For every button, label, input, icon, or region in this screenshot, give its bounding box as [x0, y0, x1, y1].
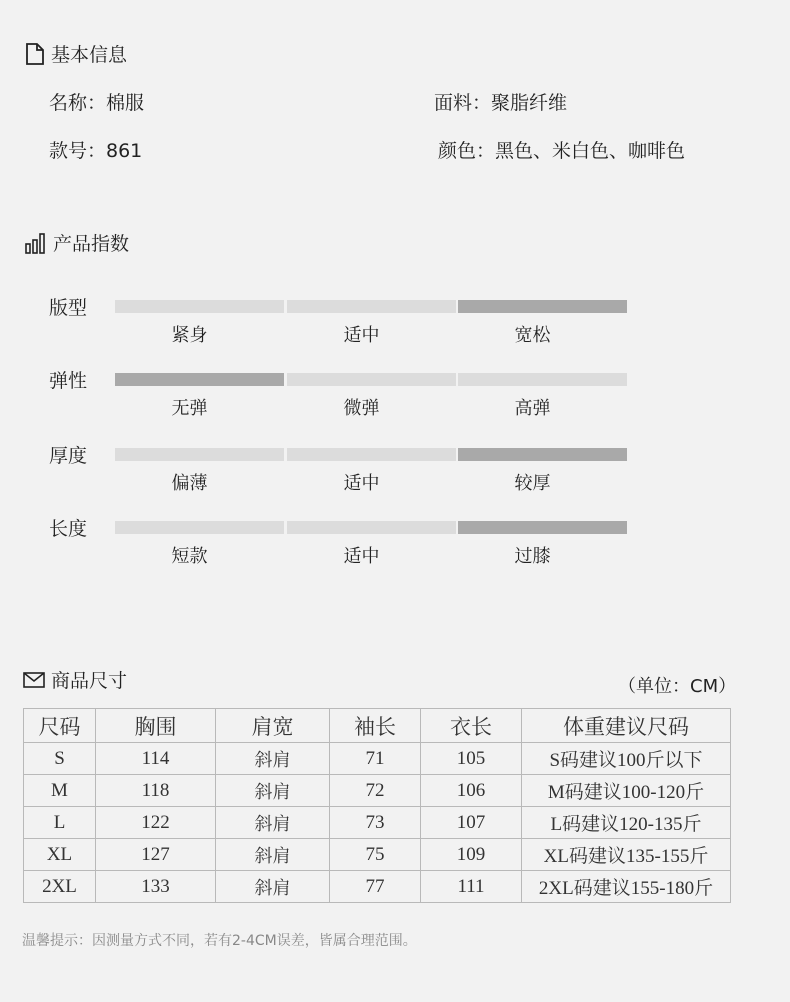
size-table-header — [24, 709, 731, 743]
cell-length: 109 — [421, 839, 522, 871]
metric-bar — [458, 373, 627, 386]
metric-bar — [115, 521, 284, 534]
product-material: 面料：聚脂纤维 — [434, 92, 568, 114]
cell-weight-advice: S码建议100斤以下 — [522, 743, 731, 775]
cell-chest: 118 — [96, 775, 216, 807]
cell-weight-advice: XL码建议135-155斤 — [522, 839, 731, 871]
cell-length: 111 — [421, 871, 522, 903]
cell-size: L — [24, 807, 96, 839]
product-model: 款号：861 — [49, 140, 143, 162]
metric-option-label: 过膝 — [514, 546, 551, 567]
cell-length: 107 — [421, 807, 522, 839]
product-index-heading — [25, 229, 129, 256]
cell-size: XL — [24, 839, 96, 871]
metric-bar — [287, 448, 456, 461]
metric-option-label: 适中 — [343, 325, 380, 346]
table-row — [24, 871, 731, 903]
metric-bar-selected — [458, 448, 627, 461]
metric-bar — [287, 300, 456, 313]
cell-length: 106 — [421, 775, 522, 807]
metric-option-label: 适中 — [343, 546, 380, 567]
product-index-title: 产品指数 — [53, 233, 130, 255]
cell-size: 2XL — [24, 871, 96, 903]
metric-label: 版型 — [49, 297, 88, 319]
measurement-tip: 温馨提示：因测量方式不同，若有2-4CM误差，皆属合理范围。 — [22, 933, 417, 949]
metric-option-label: 紧身 — [171, 325, 208, 346]
size-unit: （单位：CM） — [618, 676, 737, 697]
cell-sleeve: 73 — [330, 807, 421, 839]
table-row — [24, 807, 731, 839]
cell-sleeve: 77 — [330, 871, 421, 903]
size-heading — [23, 666, 127, 693]
bar-chart-icon — [25, 232, 47, 254]
cell-chest: 133 — [96, 871, 216, 903]
product-colors: 颜色：黑色、米白色、咖啡色 — [438, 140, 686, 162]
metric-bar-selected — [458, 300, 627, 313]
cell-shoulder: 斜肩 — [216, 871, 330, 903]
table-row — [24, 839, 731, 871]
header-weight-advice: 体重建议尺码 — [522, 709, 731, 743]
metric-option-label: 适中 — [343, 473, 380, 494]
cell-weight-advice: L码建议120-135斤 — [522, 807, 731, 839]
metric-option-label: 微弹 — [343, 398, 380, 419]
metric-label: 厚度 — [49, 445, 88, 467]
metric-bar — [115, 448, 284, 461]
metric-bar — [287, 521, 456, 534]
metric-bar-selected — [115, 373, 284, 386]
cell-shoulder: 斜肩 — [216, 807, 330, 839]
cell-chest: 122 — [96, 807, 216, 839]
cell-sleeve: 72 — [330, 775, 421, 807]
size-title: 商品尺寸 — [51, 670, 128, 692]
header-shoulder: 肩宽 — [216, 709, 330, 743]
cell-sleeve: 75 — [330, 839, 421, 871]
metric-label: 弹性 — [49, 370, 88, 392]
document-icon — [25, 43, 45, 65]
header-size: 尺码 — [24, 709, 96, 743]
metric-bar-selected — [458, 521, 627, 534]
metric-bar — [115, 300, 284, 313]
metric-option-label: 短款 — [171, 546, 208, 567]
size-table — [23, 708, 731, 903]
envelope-icon — [23, 671, 45, 689]
cell-shoulder: 斜肩 — [216, 839, 330, 871]
header-length: 衣长 — [421, 709, 522, 743]
metric-option-label: 无弹 — [171, 398, 208, 419]
cell-length: 105 — [421, 743, 522, 775]
header-sleeve: 袖长 — [330, 709, 421, 743]
cell-weight-advice: 2XL码建议155-180斤 — [522, 871, 731, 903]
metric-option-label: 高弹 — [514, 398, 551, 419]
metric-bar — [287, 373, 456, 386]
cell-size: S — [24, 743, 96, 775]
cell-weight-advice: M码建议100-120斤 — [522, 775, 731, 807]
metric-label: 长度 — [49, 518, 88, 540]
cell-size: M — [24, 775, 96, 807]
table-row — [24, 743, 731, 775]
metric-option-label: 宽松 — [514, 325, 551, 346]
cell-chest: 127 — [96, 839, 216, 871]
basic-info-heading — [25, 40, 127, 67]
metric-option-label: 偏薄 — [171, 473, 208, 494]
basic-info-title: 基本信息 — [51, 44, 128, 66]
product-name: 名称：棉服 — [49, 92, 145, 114]
header-chest: 胸围 — [96, 709, 216, 743]
cell-sleeve: 71 — [330, 743, 421, 775]
metric-option-label: 较厚 — [514, 473, 551, 494]
cell-shoulder: 斜肩 — [216, 775, 330, 807]
cell-shoulder: 斜肩 — [216, 743, 330, 775]
table-row — [24, 775, 731, 807]
cell-chest: 114 — [96, 743, 216, 775]
